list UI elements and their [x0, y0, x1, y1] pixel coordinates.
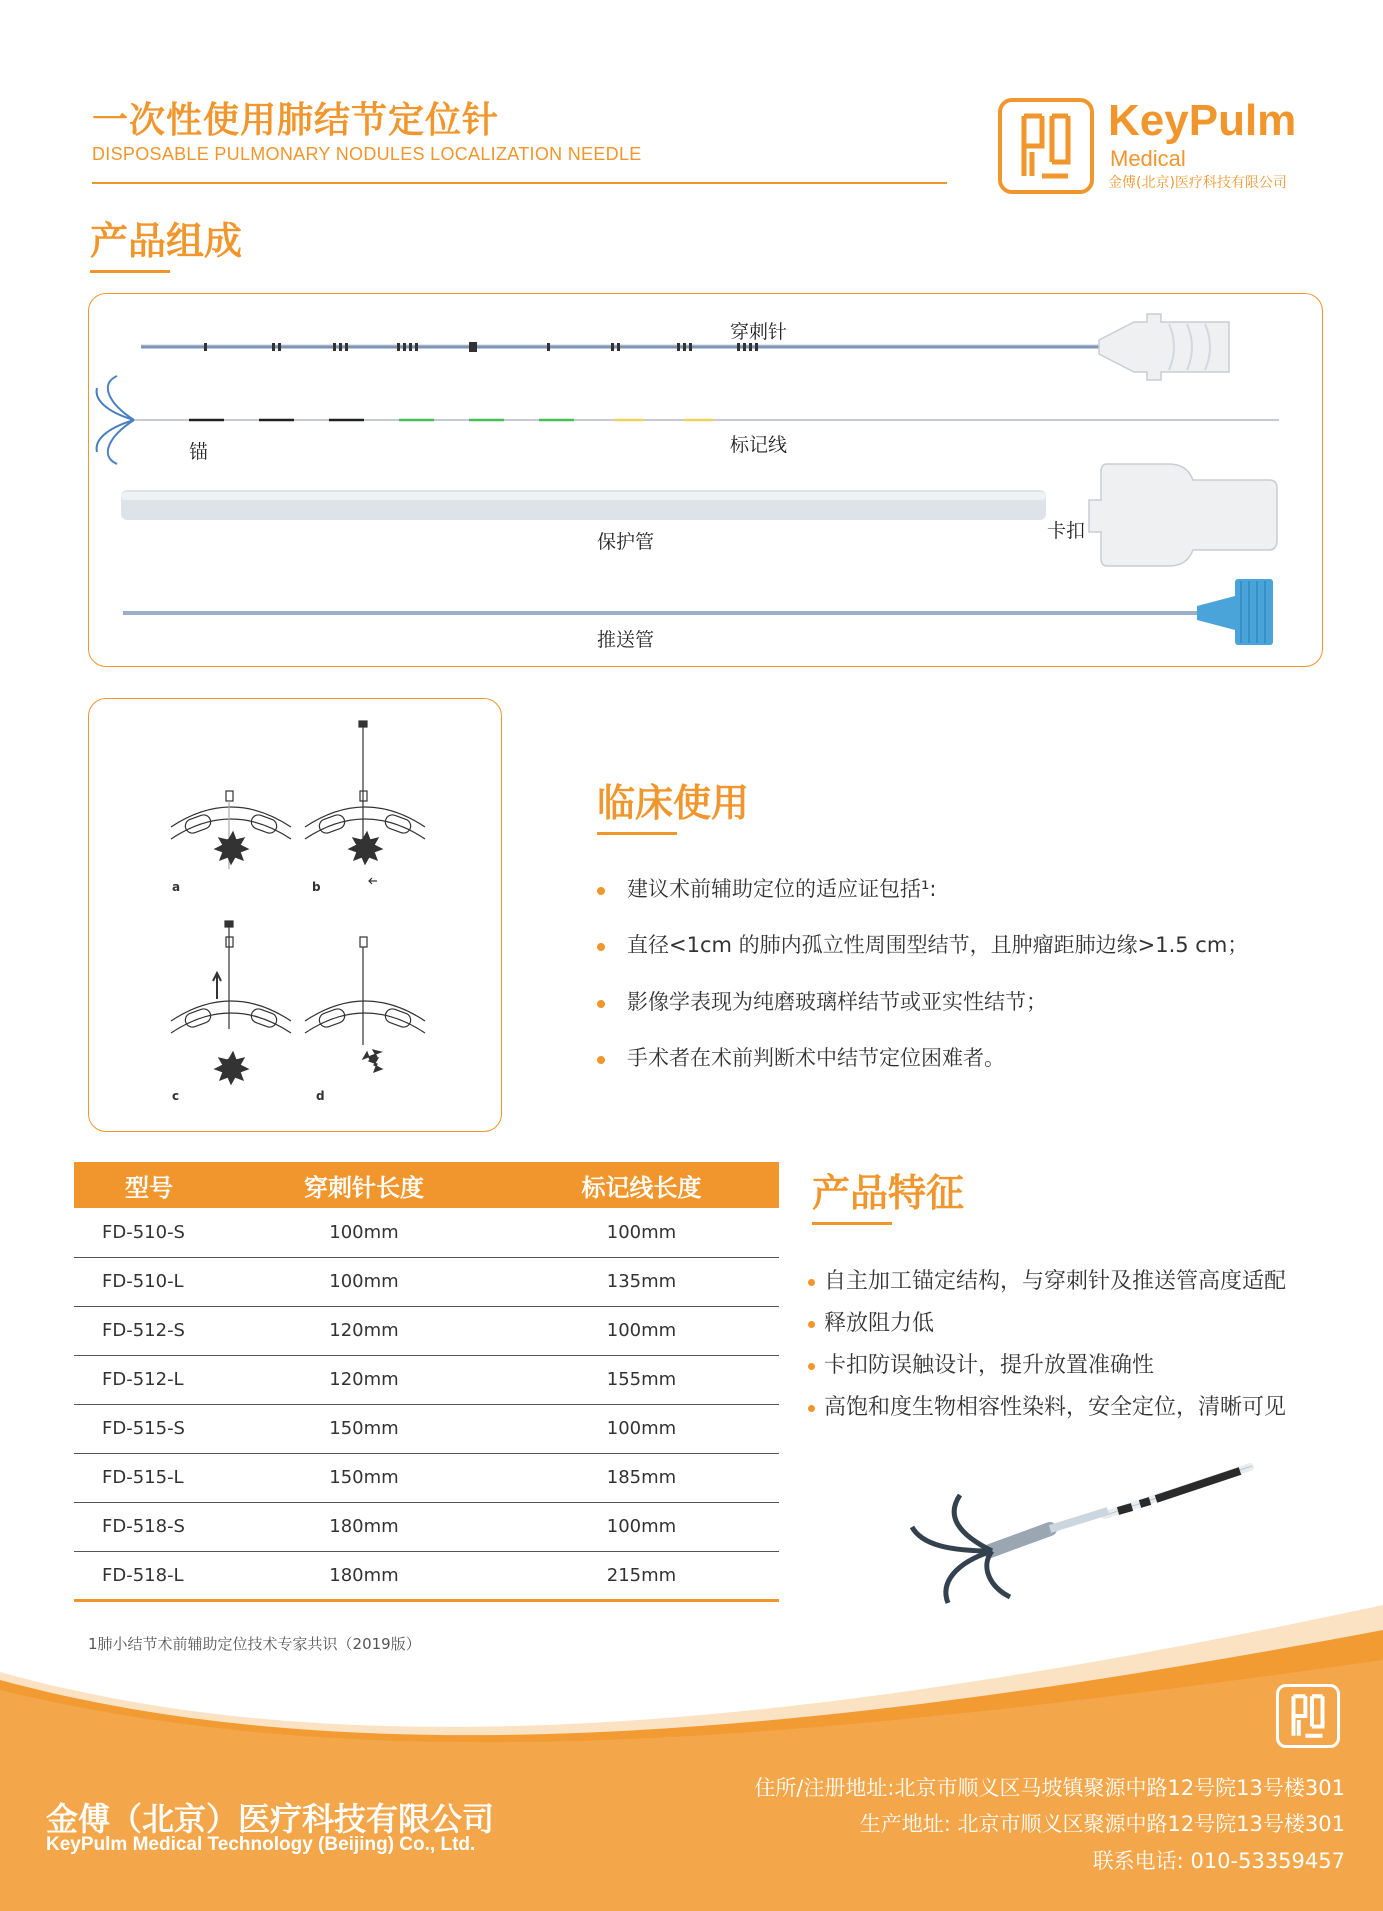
footer-company-en: KeyPulm Medical Technology (Beijing) Co., Ltd. — [46, 1834, 476, 1855]
table-cell: 100mm — [504, 1404, 779, 1453]
label-marker: 标记线 — [730, 434, 788, 456]
logo-company: 金傅(北京)医疗科技有限公司 — [1108, 175, 1287, 191]
table-header-row — [74, 1162, 779, 1208]
header-divider — [92, 182, 947, 184]
table-row — [74, 1355, 779, 1404]
table-cell: 180mm — [224, 1551, 504, 1600]
table-cell: 100mm — [224, 1208, 504, 1257]
table-cell: 215mm — [504, 1551, 779, 1600]
table-cell: FD-510-S — [74, 1208, 224, 1257]
pusher-graphic — [123, 579, 1273, 645]
footer-address: 住所/注册地址:北京市顺义区马坡镇聚源中路12号院13号楼301 — [754, 1776, 1345, 1800]
label-anchor: 锚 — [189, 441, 209, 463]
table-cell: 100mm — [504, 1208, 779, 1257]
table-row — [74, 1257, 779, 1306]
table-cell: 100mm — [504, 1502, 779, 1551]
diagram-label-c: c — [172, 1089, 180, 1103]
footnote: 1肺小结节术前辅助定位技术专家共识（2019版） — [88, 1635, 421, 1653]
step-d — [305, 937, 425, 1072]
table-row — [74, 1404, 779, 1453]
table-row — [74, 1453, 779, 1502]
footer-phone: 联系电话: 010-53359457 — [1092, 1849, 1345, 1873]
label-sheath: 保护管 — [597, 531, 655, 553]
logo-icon — [998, 98, 1094, 194]
spec-table — [74, 1162, 779, 1602]
diagram-label-b: b — [312, 880, 321, 894]
table-cell: 185mm — [504, 1453, 779, 1502]
composition-illustration — [89, 294, 1324, 668]
table-cell: FD-515-S — [74, 1404, 224, 1453]
clip-graphic — [1089, 464, 1277, 566]
clinical-item: 直径<1cm 的肺内孤立性周围型结节，且肿瘤距肺边缘>1.5 cm； — [597, 932, 1317, 959]
clinical-item: 影像学表现为纯磨玻璃样结节或亚实性结节； — [597, 989, 1317, 1016]
table-header: 穿刺针长度 — [224, 1162, 504, 1208]
table-row — [74, 1306, 779, 1355]
clinical-item: 建议术前辅助定位的适应证包括¹: — [597, 876, 1317, 903]
feature-item: 自主加工锚定结构，与穿刺针及推送管高度适配 — [808, 1261, 1348, 1303]
footer-logo-icon — [1276, 1684, 1340, 1748]
table-cell: 155mm — [504, 1355, 779, 1404]
clinical-title: 临床使用 — [597, 781, 750, 825]
feature-item: 高饱和度生物相容性染料，安全定位，清晰可见 — [808, 1387, 1348, 1429]
clinical-title-rule — [597, 832, 677, 835]
sheath-graphic — [121, 490, 1046, 520]
table-row — [74, 1208, 779, 1257]
footer-company-cn: 金傅（北京）医疗科技有限公司 — [46, 1800, 495, 1838]
features-title: 产品特征 — [812, 1171, 965, 1215]
needle-graphic — [141, 314, 1229, 380]
table-header: 标记线长度 — [504, 1162, 779, 1208]
table-cell: 100mm — [224, 1257, 504, 1306]
clinical-item: 手术者在术前判断术中结节定位困难者。 — [597, 1045, 1317, 1072]
label-pusher: 推送管 — [597, 629, 655, 651]
label-clip: 卡扣 — [1047, 520, 1086, 542]
table-cell: FD-512-L — [74, 1355, 224, 1404]
feature-item: 释放阻力低 — [808, 1303, 1348, 1345]
table-cell: FD-510-L — [74, 1257, 224, 1306]
page-subtitle: DISPOSABLE PULMONARY NODULES LOCALIZATION NEEDLE — [92, 144, 642, 164]
step-c — [171, 921, 291, 1084]
table-cell: 180mm — [224, 1502, 504, 1551]
composition-title-rule — [90, 270, 170, 273]
table-cell: 150mm — [224, 1453, 504, 1502]
table-cell: 120mm — [224, 1306, 504, 1355]
logo-sub: Medical — [1110, 146, 1186, 171]
table-header: 型号 — [74, 1162, 224, 1208]
table-cell: 100mm — [504, 1306, 779, 1355]
composition-title: 产品组成 — [90, 219, 243, 263]
page-title: 一次性使用肺结节定位针 — [92, 100, 500, 141]
table-cell: 135mm — [504, 1257, 779, 1306]
step-a — [171, 791, 291, 869]
label-needle: 穿刺针 — [730, 321, 788, 343]
feature-item: 卡扣防误触设计，提升放置准确性 — [808, 1345, 1348, 1387]
usage-diagram-panel — [88, 698, 502, 1132]
footer-production-address: 生产地址: 北京市顺义区聚源中路12号院13号楼301 — [859, 1812, 1345, 1836]
logo-name: KeyPulm — [1108, 96, 1297, 145]
features-title-rule — [812, 1222, 892, 1225]
composition-panel — [88, 293, 1323, 667]
clinical-list — [597, 876, 1317, 1072]
features-list — [808, 1261, 1348, 1429]
table-cell: FD-512-S — [74, 1306, 224, 1355]
usage-diagram — [89, 699, 503, 1133]
diagram-label-d: d — [316, 1089, 325, 1103]
anchor-marker-graphic — [97, 376, 1279, 464]
table-row — [74, 1502, 779, 1551]
table-cell: 120mm — [224, 1355, 504, 1404]
table-cell: FD-518-L — [74, 1551, 224, 1600]
table-cell: FD-515-L — [74, 1453, 224, 1502]
step-b — [305, 721, 425, 884]
diagram-label-a: a — [172, 880, 181, 894]
table-cell: FD-518-S — [74, 1502, 224, 1551]
table-cell: 150mm — [224, 1404, 504, 1453]
